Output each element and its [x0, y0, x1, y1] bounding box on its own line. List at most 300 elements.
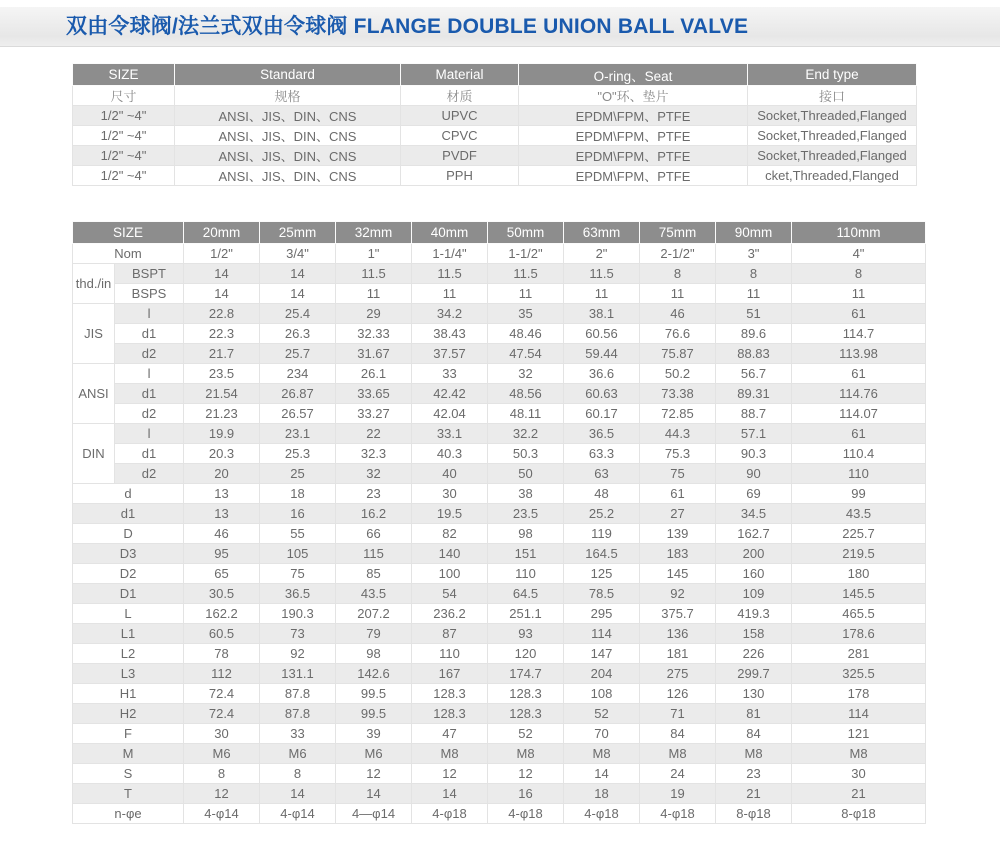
- dim-cell: 20.3: [184, 444, 260, 464]
- dim-cell: 23.5: [184, 364, 260, 384]
- dim-cell: 26.1: [336, 364, 412, 384]
- dim-cell: 114.7: [792, 324, 926, 344]
- spec-cell: EPDM\FPM、PTFE: [519, 146, 748, 166]
- dim-cell: 181: [640, 644, 716, 664]
- dim-column-header: 75mm: [640, 222, 716, 244]
- dim-cell: 18: [564, 784, 640, 804]
- dim-cell: 33.65: [336, 384, 412, 404]
- dim-cell: 167: [412, 664, 488, 684]
- dim-table-row: [73, 304, 926, 324]
- dim-table-row: [73, 324, 926, 344]
- dim-cell: 160: [716, 564, 792, 584]
- dim-cell: 60.5: [184, 624, 260, 644]
- dim-cell: 32.2: [488, 424, 564, 444]
- dim-cell: 69: [716, 484, 792, 504]
- dim-cell: 419.3: [716, 604, 792, 624]
- dim-cell: 204: [564, 664, 640, 684]
- dim-cell: 98: [336, 644, 412, 664]
- dim-table-row: [73, 424, 926, 444]
- dim-cell: 22: [336, 424, 412, 444]
- dim-cell: 32: [488, 364, 564, 384]
- dim-cell: 136: [640, 624, 716, 644]
- dim-cell: 145.5: [792, 584, 926, 604]
- spec-table-subhead-row: [73, 86, 917, 106]
- dim-cell: 35: [488, 304, 564, 324]
- dim-table-row: [73, 584, 926, 604]
- dim-cell: 112: [184, 664, 260, 684]
- dim-cell: 281: [792, 644, 926, 664]
- dim-cell: 38.1: [564, 304, 640, 324]
- dim-cell: 25: [260, 464, 336, 484]
- spec-table-row: [73, 106, 917, 126]
- dim-row-label: d2: [115, 464, 184, 484]
- dim-cell: 174.7: [488, 664, 564, 684]
- dim-cell: 131.1: [260, 664, 336, 684]
- spec-table: [72, 63, 917, 186]
- dim-cell: 61: [640, 484, 716, 504]
- spec-column-subheader: 接口: [748, 86, 917, 106]
- dim-cell: 11: [336, 284, 412, 304]
- dim-cell: 99: [792, 484, 926, 504]
- dim-cell: 12: [336, 764, 412, 784]
- dim-cell: 4-φ14: [184, 804, 260, 824]
- dim-cell: 48.56: [488, 384, 564, 404]
- dim-cell: 26.57: [260, 404, 336, 424]
- dim-cell: 12: [184, 784, 260, 804]
- spec-table-row: [73, 146, 917, 166]
- dim-cell: 14: [184, 284, 260, 304]
- dim-cell: 22.8: [184, 304, 260, 324]
- dim-row-label: l: [115, 364, 184, 384]
- dim-cell: 158: [716, 624, 792, 644]
- spec-cell: EPDM\FPM、PTFE: [519, 126, 748, 146]
- dim-cell: 21.23: [184, 404, 260, 424]
- dim-cell: 87: [412, 624, 488, 644]
- dim-cell: 219.5: [792, 544, 926, 564]
- dim-cell: 57.1: [716, 424, 792, 444]
- dim-cell: 11.5: [336, 264, 412, 284]
- dim-cell: 100: [412, 564, 488, 584]
- dim-cell: 23.5: [488, 504, 564, 524]
- dim-cell: 36.6: [564, 364, 640, 384]
- dim-column-header: 50mm: [488, 222, 564, 244]
- dim-cell: M6: [336, 744, 412, 764]
- spec-cell: PVDF: [401, 146, 519, 166]
- dim-cell: 33: [412, 364, 488, 384]
- dim-cell: 4-φ18: [488, 804, 564, 824]
- dim-cell: 99.5: [336, 684, 412, 704]
- dim-cell: 88.7: [716, 404, 792, 424]
- dim-cell: 8: [716, 264, 792, 284]
- dim-cell: 33: [260, 724, 336, 744]
- dim-cell: 34.5: [716, 504, 792, 524]
- dim-cell: 114.76: [792, 384, 926, 404]
- dim-cell: 72.4: [184, 704, 260, 724]
- spec-table-row: [73, 126, 917, 146]
- dim-cell: 90.3: [716, 444, 792, 464]
- dim-cell: 128.3: [412, 704, 488, 724]
- dim-cell: 11.5: [412, 264, 488, 284]
- dim-cell: 14: [564, 764, 640, 784]
- dim-cell: 63: [564, 464, 640, 484]
- dim-cell: 11: [488, 284, 564, 304]
- dim-cell: 295: [564, 604, 640, 624]
- dim-cell: 4-φ14: [260, 804, 336, 824]
- dim-cell: 226: [716, 644, 792, 664]
- dim-cell: 92: [260, 644, 336, 664]
- dim-cell: 26.87: [260, 384, 336, 404]
- spec-cell: Socket,Threaded,Flanged: [748, 106, 917, 126]
- dim-cell: 14: [260, 284, 336, 304]
- dim-cell: 2": [564, 244, 640, 264]
- dim-cell: 151: [488, 544, 564, 564]
- dim-cell: 11.5: [564, 264, 640, 284]
- dim-cell: M8: [716, 744, 792, 764]
- dim-cell: 110.4: [792, 444, 926, 464]
- dim-row-label: Nom: [73, 244, 184, 264]
- dim-cell: 72.85: [640, 404, 716, 424]
- dim-column-header: 110mm: [792, 222, 926, 244]
- dim-row-label: d1: [115, 444, 184, 464]
- dim-row-label: L2: [73, 644, 184, 664]
- dim-cell: 8: [792, 264, 926, 284]
- spec-cell: EPDM\FPM、PTFE: [519, 166, 748, 186]
- dim-column-header: 20mm: [184, 222, 260, 244]
- dim-table-row: [73, 784, 926, 804]
- dim-cell: 95: [184, 544, 260, 564]
- spec-column-header: O-ring、Seat: [519, 64, 748, 86]
- dim-row-label: M: [73, 744, 184, 764]
- dim-table-row: [73, 624, 926, 644]
- dim-cell: 178.6: [792, 624, 926, 644]
- dim-cell: 90: [716, 464, 792, 484]
- dim-cell: 32.3: [336, 444, 412, 464]
- dim-cell: 4—φ14: [336, 804, 412, 824]
- dim-column-header: 63mm: [564, 222, 640, 244]
- spec-cell: UPVC: [401, 106, 519, 126]
- dim-cell: 4-φ18: [640, 804, 716, 824]
- dim-cell: 37.57: [412, 344, 488, 364]
- dim-cell: 110: [792, 464, 926, 484]
- dim-cell: 47.54: [488, 344, 564, 364]
- dim-cell: M6: [184, 744, 260, 764]
- dim-cell: 4": [792, 244, 926, 264]
- dim-cell: 225.7: [792, 524, 926, 544]
- dim-cell: 81: [716, 704, 792, 724]
- dim-cell: 8: [260, 764, 336, 784]
- dim-cell: M8: [412, 744, 488, 764]
- dim-cell: 23.1: [260, 424, 336, 444]
- dim-cell: 8: [640, 264, 716, 284]
- dim-table-row: [73, 744, 926, 764]
- spec-table-head-row: [73, 64, 917, 86]
- dim-cell: 32: [336, 464, 412, 484]
- spec-column-subheader: 规格: [175, 86, 401, 106]
- dim-row-label: S: [73, 764, 184, 784]
- dim-cell: 42.04: [412, 404, 488, 424]
- dim-cell: 40.3: [412, 444, 488, 464]
- dim-table-row: [73, 604, 926, 624]
- dim-cell: 78: [184, 644, 260, 664]
- dim-row-label: n-φe: [73, 804, 184, 824]
- spec-column-header: End type: [748, 64, 917, 86]
- dim-cell: 30: [412, 484, 488, 504]
- dim-row-label: d1: [115, 324, 184, 344]
- dim-cell: 73: [260, 624, 336, 644]
- dim-cell: M8: [792, 744, 926, 764]
- dim-group-label: thd./in: [73, 264, 115, 304]
- dim-cell: 20: [184, 464, 260, 484]
- spec-cell: ANSI、JIS、DIN、CNS: [175, 126, 401, 146]
- dim-cell: 66: [336, 524, 412, 544]
- dim-group-label: DIN: [73, 424, 115, 484]
- dim-cell: 11.5: [488, 264, 564, 284]
- dim-cell: 48.46: [488, 324, 564, 344]
- dim-row-label: d: [73, 484, 184, 504]
- dim-cell: 93: [488, 624, 564, 644]
- dim-row-label: d2: [115, 344, 184, 364]
- dim-row-label: D1: [73, 584, 184, 604]
- dim-cell: 75: [260, 564, 336, 584]
- dim-cell: 3": [716, 244, 792, 264]
- dim-cell: 16: [260, 504, 336, 524]
- dim-cell: 50: [488, 464, 564, 484]
- dim-cell: 125: [564, 564, 640, 584]
- dim-group-label: ANSI: [73, 364, 115, 424]
- dim-cell: 120: [488, 644, 564, 664]
- dim-cell: 14: [260, 264, 336, 284]
- dim-cell: 21: [792, 784, 926, 804]
- dim-cell: 164.5: [564, 544, 640, 564]
- dim-cell: 11: [792, 284, 926, 304]
- dim-cell: 109: [716, 584, 792, 604]
- dim-cell: 38: [488, 484, 564, 504]
- dim-table-row: [73, 464, 926, 484]
- dim-cell: 275: [640, 664, 716, 684]
- dim-cell: 72.4: [184, 684, 260, 704]
- dim-table-row: [73, 384, 926, 404]
- spec-cell: CPVC: [401, 126, 519, 146]
- dim-cell: 60.56: [564, 324, 640, 344]
- page-title: 双由令球阀/法兰式双由令球阀 FLANGE DOUBLE UNION BALL VALVE: [66, 15, 749, 38]
- dim-cell: 33.1: [412, 424, 488, 444]
- dim-cell: 299.7: [716, 664, 792, 684]
- dim-cell: 38.43: [412, 324, 488, 344]
- dim-cell: 33.27: [336, 404, 412, 424]
- title-band: [0, 7, 1000, 47]
- dim-cell: 236.2: [412, 604, 488, 624]
- dim-row-label: d2: [115, 404, 184, 424]
- spec-table-row: [73, 166, 917, 186]
- dim-cell: 162.7: [716, 524, 792, 544]
- dim-cell: 119: [564, 524, 640, 544]
- dim-cell: 183: [640, 544, 716, 564]
- dim-cell: 16: [488, 784, 564, 804]
- spec-cell: 1/2" ~4": [73, 166, 175, 186]
- dim-cell: M6: [260, 744, 336, 764]
- dim-table-row: [73, 284, 926, 304]
- dim-table-row: [73, 804, 926, 824]
- dim-cell: 105: [260, 544, 336, 564]
- dim-cell: 84: [716, 724, 792, 744]
- dim-cell: 25.3: [260, 444, 336, 464]
- dim-cell: 128.3: [412, 684, 488, 704]
- dim-row-label: BSPS: [115, 284, 184, 304]
- dim-cell: 65: [184, 564, 260, 584]
- dim-cell: 24: [640, 764, 716, 784]
- dim-cell: 121: [792, 724, 926, 744]
- dim-cell: 21.7: [184, 344, 260, 364]
- dim-table-row: [73, 664, 926, 684]
- dim-cell: 130: [716, 684, 792, 704]
- dim-table-head-row: [73, 222, 926, 244]
- dim-size-header: SIZE: [73, 222, 184, 244]
- dim-cell: 61: [792, 364, 926, 384]
- dim-cell: 25.2: [564, 504, 640, 524]
- dim-cell: 128.3: [488, 704, 564, 724]
- dim-cell: 55: [260, 524, 336, 544]
- dim-table-row: [73, 684, 926, 704]
- dim-table-row: [73, 484, 926, 504]
- spec-cell: Socket,Threaded,Flanged: [748, 146, 917, 166]
- dim-row-label: BSPT: [115, 264, 184, 284]
- dim-cell: 99.5: [336, 704, 412, 724]
- dim-row-label: D3: [73, 544, 184, 564]
- dim-table-row: [73, 364, 926, 384]
- dim-row-label: H2: [73, 704, 184, 724]
- dim-cell: 8: [184, 764, 260, 784]
- dim-cell: 51: [716, 304, 792, 324]
- dim-cell: 12: [488, 764, 564, 784]
- dim-cell: 61: [792, 424, 926, 444]
- dim-row-label: F: [73, 724, 184, 744]
- dim-cell: 78.5: [564, 584, 640, 604]
- dim-cell: 2-1/2": [640, 244, 716, 264]
- dim-cell: 465.5: [792, 604, 926, 624]
- dim-cell: 14: [336, 784, 412, 804]
- dim-cell: 84: [640, 724, 716, 744]
- dimension-table: [72, 221, 926, 824]
- dim-row-label: H1: [73, 684, 184, 704]
- dim-cell: 25.4: [260, 304, 336, 324]
- dim-cell: 26.3: [260, 324, 336, 344]
- dim-cell: 19: [640, 784, 716, 804]
- dim-row-label: L: [73, 604, 184, 624]
- spec-column-header: SIZE: [73, 64, 175, 86]
- dim-cell: 110: [412, 644, 488, 664]
- dim-column-header: 25mm: [260, 222, 336, 244]
- spec-cell: 1/2" ~4": [73, 146, 175, 166]
- dim-cell: 34.2: [412, 304, 488, 324]
- dim-cell: 36.5: [260, 584, 336, 604]
- dim-cell: 18: [260, 484, 336, 504]
- dim-table-row: [73, 724, 926, 744]
- dim-cell: 43.5: [336, 584, 412, 604]
- dim-cell: 50.2: [640, 364, 716, 384]
- dim-cell: 200: [716, 544, 792, 564]
- dim-cell: 1/2": [184, 244, 260, 264]
- dim-cell: 142.6: [336, 664, 412, 684]
- dim-cell: 13: [184, 484, 260, 504]
- dim-cell: 126: [640, 684, 716, 704]
- dim-cell: 207.2: [336, 604, 412, 624]
- dim-row-label: D2: [73, 564, 184, 584]
- dim-cell: 52: [564, 704, 640, 724]
- dim-cell: 98: [488, 524, 564, 544]
- dim-cell: 75.87: [640, 344, 716, 364]
- spec-column-subheader: 尺寸: [73, 86, 175, 106]
- dim-cell: 234: [260, 364, 336, 384]
- dim-cell: 23: [336, 484, 412, 504]
- dim-cell: 60.63: [564, 384, 640, 404]
- spec-cell: cket,Threaded,Flanged: [748, 166, 917, 186]
- dim-cell: 11: [640, 284, 716, 304]
- dim-cell: 30: [792, 764, 926, 784]
- spec-cell: Socket,Threaded,Flanged: [748, 126, 917, 146]
- dim-table-row: [73, 444, 926, 464]
- dim-table-row: [73, 524, 926, 544]
- dim-cell: 60.17: [564, 404, 640, 424]
- dim-cell: 145: [640, 564, 716, 584]
- dim-cell: 29: [336, 304, 412, 324]
- spec-cell: 1/2" ~4": [73, 126, 175, 146]
- dim-cell: 46: [184, 524, 260, 544]
- dim-cell: 46: [640, 304, 716, 324]
- dim-cell: 11: [564, 284, 640, 304]
- dim-cell: 19.9: [184, 424, 260, 444]
- dim-cell: 110: [488, 564, 564, 584]
- dim-cell: 108: [564, 684, 640, 704]
- dim-row-label: d1: [73, 504, 184, 524]
- dim-cell: 44.3: [640, 424, 716, 444]
- dim-cell: 61: [792, 304, 926, 324]
- dim-row-label: D: [73, 524, 184, 544]
- dim-cell: 36.5: [564, 424, 640, 444]
- dim-cell: 39: [336, 724, 412, 744]
- dim-cell: 42.42: [412, 384, 488, 404]
- dim-column-header: 32mm: [336, 222, 412, 244]
- dim-cell: 180: [792, 564, 926, 584]
- dim-cell: 12: [412, 764, 488, 784]
- dim-cell: 1-1/4": [412, 244, 488, 264]
- dim-cell: 14: [260, 784, 336, 804]
- dim-cell: 13: [184, 504, 260, 524]
- dim-row-label: L3: [73, 664, 184, 684]
- dim-cell: 85: [336, 564, 412, 584]
- spec-cell: 1/2" ~4": [73, 106, 175, 126]
- dim-cell: 162.2: [184, 604, 260, 624]
- dim-cell: 113.98: [792, 344, 926, 364]
- dim-table-row: [73, 244, 926, 264]
- dim-column-header: 90mm: [716, 222, 792, 244]
- dim-cell: 1-1/2": [488, 244, 564, 264]
- dim-cell: 190.3: [260, 604, 336, 624]
- dim-cell: 115: [336, 544, 412, 564]
- dim-cell: 114: [792, 704, 926, 724]
- spec-cell: ANSI、JIS、DIN、CNS: [175, 106, 401, 126]
- dim-row-label: L1: [73, 624, 184, 644]
- dim-cell: 52: [488, 724, 564, 744]
- dim-cell: 4-φ18: [412, 804, 488, 824]
- dim-cell: 21: [716, 784, 792, 804]
- dim-cell: 114: [564, 624, 640, 644]
- dim-cell: 82: [412, 524, 488, 544]
- dim-cell: 56.7: [716, 364, 792, 384]
- dim-cell: 32.33: [336, 324, 412, 344]
- dim-cell: 3/4": [260, 244, 336, 264]
- dim-cell: 50.3: [488, 444, 564, 464]
- dim-cell: 147: [564, 644, 640, 664]
